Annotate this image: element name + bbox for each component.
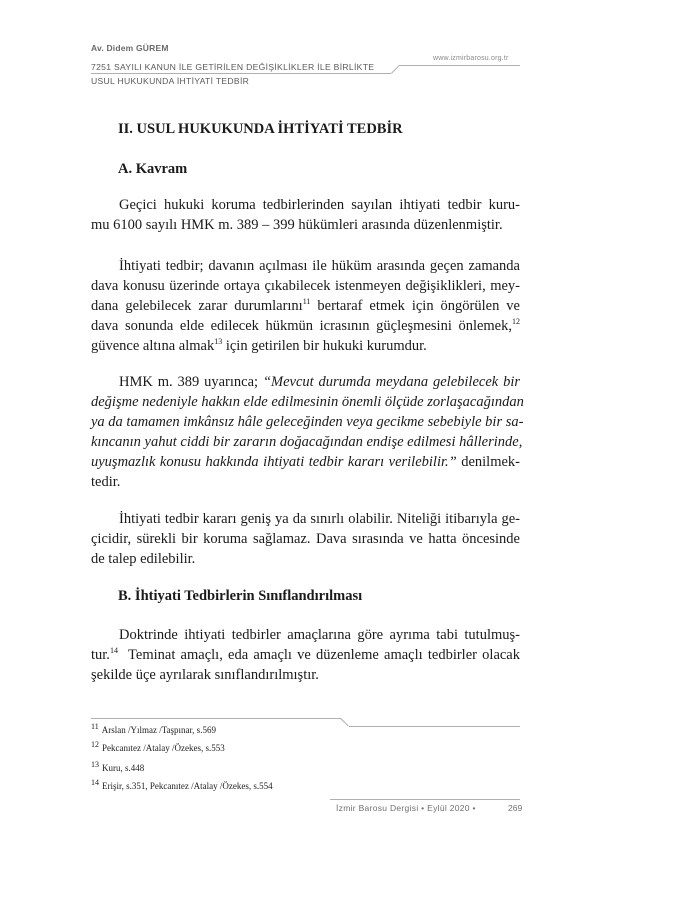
text-run: dava sonunda elde edilecek hükmün icrasının güçleşmesini önlemek, — [91, 318, 512, 334]
footnote-number: 12 — [91, 740, 99, 749]
paragraph-line — [91, 452, 520, 472]
footnote-text: Kuru, s.448 — [102, 763, 145, 773]
footnote-rule-right — [349, 726, 520, 727]
text-run: güvence altına almak — [91, 338, 215, 354]
footnote-number: 13 — [91, 760, 99, 769]
paragraph-2 — [91, 256, 520, 356]
text-run: için getirilen bir hukuki kurumdur. — [222, 338, 427, 354]
footnote-rule-diagonal — [340, 718, 348, 726]
header-rule-diagonal — [391, 65, 399, 73]
text-run: dana gelebilecek zarar durumlarını — [91, 298, 303, 314]
running-title-line1: 7251 SAYILI KANUN İLE GETİRİLEN DEĞİŞİKLİKLER İLE BİRLİKTE — [91, 62, 375, 72]
paragraph-line: Geçici hukuki koruma tedbirlerinden sayılan ihtiyati tedbir kuru- — [119, 197, 520, 213]
text-run: Teminat amaçlı, eda amaçlı ve düzenleme amaçlı tedbirler olacak — [117, 647, 520, 663]
quote-text: uyuşmazlık konusu hakkında ihtiyati tedbir kararı verilebilir.” — [91, 454, 457, 470]
paragraph-line — [91, 372, 520, 392]
footnote-ref-14[interactable]: 14 — [109, 646, 118, 656]
paragraph-line: dava konusu üzerinde ortaya çıkabilecek istenmeyen değişiklikleri, mey- — [91, 278, 520, 294]
text-run: HMK m. 389 uyarınca; — [119, 374, 263, 390]
paragraph-3 — [91, 372, 524, 492]
footnote-text: Arslan /Yılmaz /Taşpınar, s.569 — [101, 725, 216, 735]
footnote-ref-12[interactable]: 12 — [512, 317, 520, 327]
paragraph-line: İhtiyati tedbir kararı geniş ya da sınırlı olabilir. Niteliği itibarıyla ge- — [119, 511, 520, 527]
subsection-b-title: B. İhtiyati Tedbirlerin Sınıflandırılması — [118, 588, 363, 604]
author-name: Av. Didem GÜREM — [91, 43, 169, 53]
journal-name: İzmir Barosu Dergisi • Eylül 2020 • — [336, 803, 476, 813]
footnote — [91, 778, 273, 791]
paragraph-line: de talep edilebilir. — [91, 551, 196, 567]
running-title-line2: USUL HUKUKUNDA İHTİYATİ TEDBİR — [91, 76, 250, 86]
quote-text: ya da tamamen imkânsız hâle geleceğinden veya gecikme sebebiyle bir sa- — [91, 414, 524, 430]
footnote — [91, 740, 225, 753]
footnote-text: Erişir, s.351, Pekcanıtez /Atalay /Özekes, s.554 — [102, 781, 273, 791]
header-rule-left — [91, 73, 391, 74]
website-url: www.izmirbarosu.org.tr — [433, 55, 509, 62]
paragraph-line — [91, 316, 520, 336]
header-rule-right — [399, 65, 520, 66]
footnote-rule — [91, 718, 341, 719]
paragraph-line: çicidir, sürekli bir koruma sağlamaz. Dava sırasında ve hatta öncesinde — [91, 531, 520, 547]
footer-rule — [330, 799, 520, 800]
paragraph-line: tedir. — [91, 474, 121, 490]
paragraph-1 — [91, 195, 520, 235]
paragraph-4 — [91, 509, 520, 569]
paragraph-line — [91, 432, 523, 452]
paragraph-line — [91, 392, 524, 412]
text-run: denilmek- — [456, 454, 520, 470]
footnote-text: Pekcanıtez /Atalay /Özekes, s.553 — [102, 743, 225, 753]
subsection-a-title: A. Kavram — [118, 161, 188, 177]
footnote — [91, 722, 216, 735]
paragraph-5 — [91, 625, 520, 685]
paragraph-line: İhtiyati tedbir; davanın açılması ile hüküm arasında geçen zamanda — [119, 258, 520, 274]
text-run: bertaraf etmek için öngörülen ve — [310, 298, 520, 314]
paragraph-line — [91, 296, 520, 316]
footnote-ref-11[interactable]: 11 — [302, 297, 311, 307]
paragraph-line — [91, 336, 520, 356]
footnote — [91, 760, 145, 773]
paragraph-line — [91, 412, 524, 432]
paragraph-line: mu 6100 sayılı HMK m. 389 – 399 hükümleri arasında düzenlenmiştir. — [91, 217, 503, 233]
text-run: tur. — [91, 647, 110, 663]
footnote-number: 14 — [91, 778, 99, 787]
footnote-ref-13[interactable]: 13 — [214, 337, 223, 347]
paragraph-line — [91, 645, 520, 665]
footnote-number: 11 — [91, 722, 99, 731]
quote-text: değişme nedeniyle hakkın elde edilmesinin önemli ölçüde zorlaşacağından — [91, 394, 524, 410]
paragraph-line: şekilde üçe ayrılarak sınıflandırılmıştır. — [91, 667, 319, 683]
quote-text: “Mevcut durumda meydana gelebilecek bir — [262, 374, 520, 390]
page-number: 269 — [508, 803, 523, 813]
section-title: II. USUL HUKUKUNDA İHTİYATİ TEDBİR — [118, 121, 403, 137]
quote-text: kıncanın yahut ciddi bir zararın doğacağından endişe edilmesi hâllerinde, — [91, 434, 523, 450]
paragraph-line: Doktrinde ihtiyati tedbirler amaçlarına göre ayrıma tabi tutulmuş- — [119, 627, 520, 643]
